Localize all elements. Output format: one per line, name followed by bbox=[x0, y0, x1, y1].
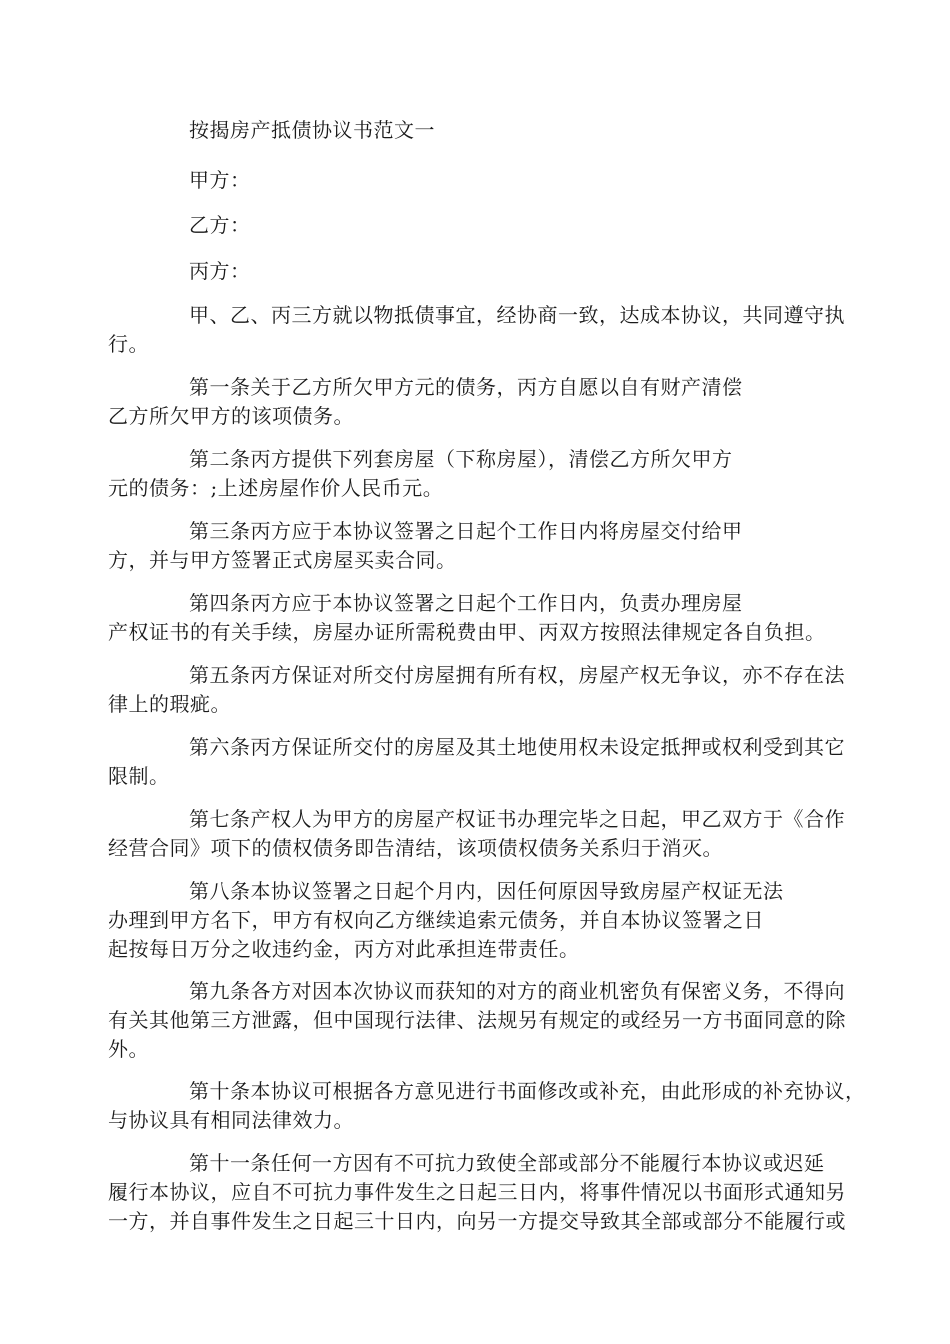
article-9 bbox=[108, 977, 848, 1064]
article-5 bbox=[108, 661, 848, 719]
party-a-label bbox=[108, 166, 848, 195]
article-line: 一方，并自事件发生之日起三十日内，向另一方提交导致其全部或部分不能履行或 bbox=[108, 1209, 846, 1233]
article-line: 第七条产权人为甲方的房屋产权证书办理完毕之日起，甲乙双方于《合作 bbox=[189, 807, 845, 831]
article-line: 第十一条任何一方因有不可抗力致使全部或部分不能履行本协议或迟延 bbox=[189, 1151, 825, 1175]
article-line: 第二条丙方提供下列套房屋（下称房屋），清偿乙方所欠甲方 bbox=[189, 447, 733, 471]
article-line: 起按每日万分之收违约金，丙方对此承担连带责任。 bbox=[108, 937, 580, 961]
article-8 bbox=[108, 877, 848, 964]
article-4 bbox=[108, 589, 848, 647]
party-c-label bbox=[108, 257, 848, 286]
article-line: 第九条各方对因本次协议而获知的对方的商业机密负有保密义务，不得向 bbox=[189, 979, 845, 1003]
article-line: 方，并与甲方签署正式房屋买卖合同。 bbox=[108, 548, 457, 572]
intro-paragraph bbox=[108, 301, 848, 359]
article-line: 产权证书的有关手续，房屋办证所需税费由甲、丙双方按照法律规定各自负担。 bbox=[108, 620, 826, 644]
article-line: 办理到甲方名下，甲方有权向乙方继续追索元债务，并自本协议签署之日 bbox=[108, 908, 764, 932]
article-line: 第八条本协议签署之日起个月内，因任何原因导致房屋产权证无法 bbox=[189, 879, 784, 903]
article-line: 第五条丙方保证对所交付房屋拥有所有权，房屋产权无争议，亦不存在法 bbox=[189, 663, 845, 687]
article-line: 律上的瑕疵。 bbox=[108, 692, 231, 716]
party-a-line: 甲方： bbox=[189, 168, 251, 192]
article-7 bbox=[108, 805, 848, 863]
article-line: 第六条丙方保证所交付的房屋及其土地使用权未设定抵押或权利受到其它 bbox=[189, 735, 845, 759]
party-b-label bbox=[108, 211, 848, 240]
article-line: 与协议具有相同法律效力。 bbox=[108, 1108, 354, 1132]
article-line: 乙方所欠甲方的该项债务。 bbox=[108, 404, 354, 428]
article-line: 有关其他第三方泄露，但中国现行法律、法规另有规定的或经另一方书面同意的除 bbox=[108, 1008, 846, 1032]
article-line: 限制。 bbox=[108, 764, 170, 788]
article-1 bbox=[108, 373, 848, 431]
article-line: 外。 bbox=[108, 1037, 149, 1061]
intro-line: 行。 bbox=[108, 332, 149, 356]
intro-line: 甲、乙、丙三方就以物抵债事宜，经协商一致，达成本协议，共同遵守执 bbox=[189, 303, 845, 327]
article-3 bbox=[108, 517, 848, 575]
article-line: 履行本协议，应自不可抗力事件发生之日起三日内，将事件情况以书面形式通知另 bbox=[108, 1180, 846, 1204]
party-b-line: 乙方： bbox=[189, 213, 251, 237]
article-line: 第三条丙方应于本协议签署之日起个工作日内将房屋交付给甲 bbox=[189, 519, 743, 543]
article-line: 第一条关于乙方所欠甲方元的债务，丙方自愿以自有财产清偿 bbox=[189, 375, 743, 399]
title-line: 按揭房产抵债协议书范文一 bbox=[189, 118, 435, 142]
article-line: 第四条丙方应于本协议签署之日起个工作日内，负责办理房屋 bbox=[189, 591, 743, 615]
document-title bbox=[108, 116, 848, 145]
article-line: 经营合同》项下的债权债务即告清结，该项债权债务关系归于消灭。 bbox=[108, 836, 723, 860]
article-line: 第十条本协议可根据各方意见进行书面修改或补充，由此形成的补充协议， bbox=[189, 1079, 866, 1103]
article-2 bbox=[108, 445, 848, 503]
article-6 bbox=[108, 733, 848, 791]
article-10 bbox=[108, 1077, 866, 1135]
party-c-line: 丙方： bbox=[189, 259, 251, 283]
article-line: 元的债务：;上述房屋作价人民币元。 bbox=[108, 476, 444, 500]
article-11 bbox=[108, 1149, 848, 1236]
